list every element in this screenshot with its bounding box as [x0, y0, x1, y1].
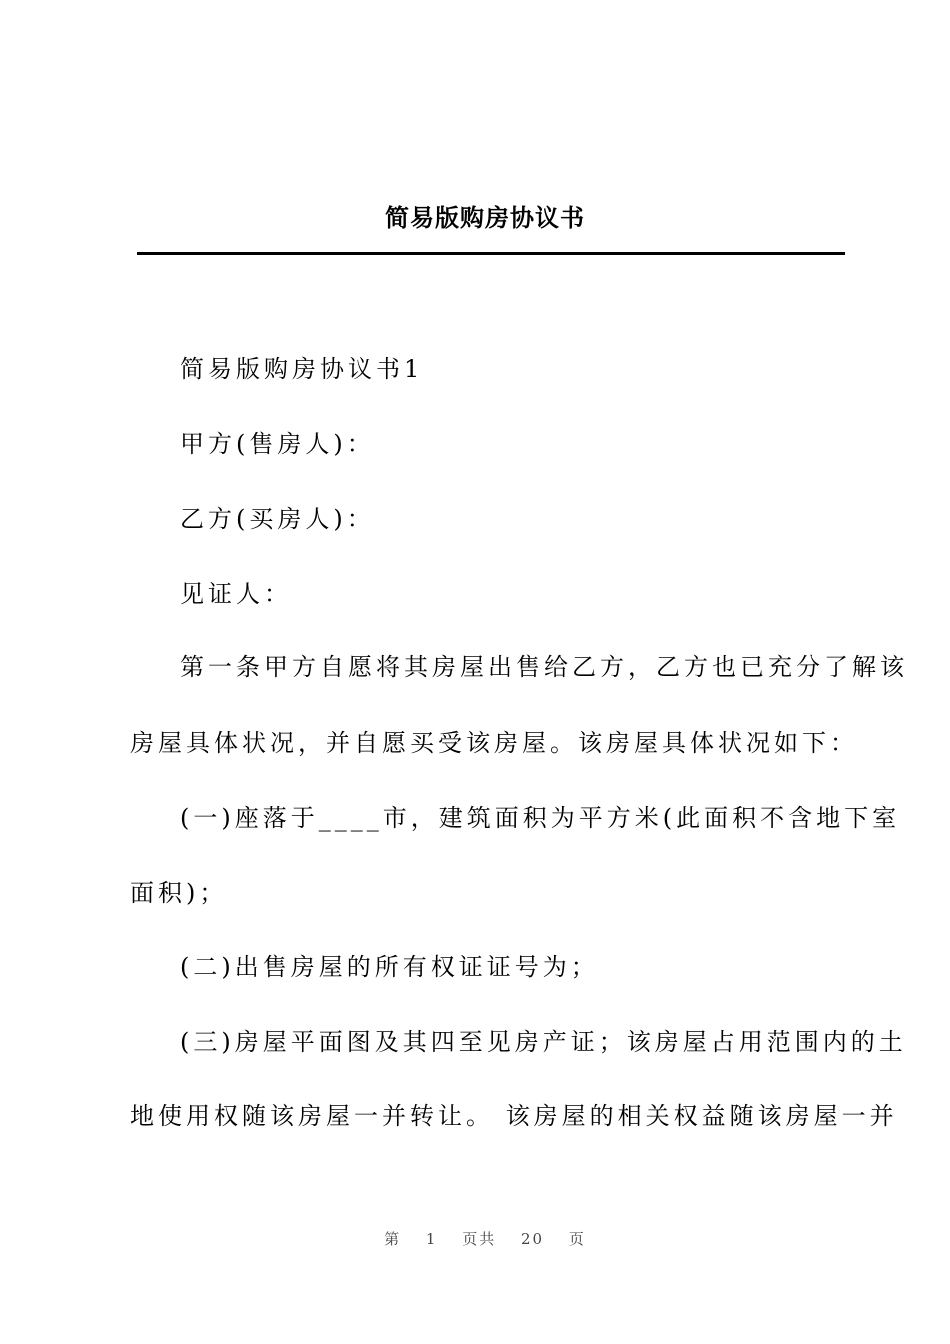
text-line: 见证人：	[180, 580, 292, 608]
footer-middle: 页共	[462, 1230, 497, 1248]
footer-page-number: 1	[425, 1230, 438, 1248]
title-divider	[137, 252, 845, 255]
text-line: (二)出售房屋的所有权证证号为；	[180, 953, 599, 981]
text-line: 房屋具体状况，并自愿买受该房屋。该房屋具体状况如下：	[130, 729, 858, 757]
text-line: 地使用权随该房屋一并转让。 该房屋的相关权益随该房屋一并	[130, 1102, 898, 1130]
text-line: (三)房屋平面图及其四至见房产证；该房屋占用范围内的土	[180, 1028, 907, 1056]
text-line: 简易版购房协议书1	[180, 355, 424, 383]
text-line: (一)座落于____市，建筑面积为平方米(此面积不含地下室	[180, 804, 901, 832]
footer-page-total: 20	[521, 1230, 545, 1248]
footer-suffix: 页	[568, 1230, 586, 1248]
text-line: 甲方(售房人)：	[180, 430, 375, 458]
footer-prefix: 第	[384, 1230, 402, 1248]
text-line: 乙方(买房人)：	[180, 505, 375, 533]
page-footer	[0, 1228, 950, 1249]
text-line: 第一条甲方自愿将其房屋出售给乙方，乙方也已充分了解该	[180, 653, 908, 681]
document-title: 简易版购房协议书	[385, 203, 585, 232]
text-line: 面积)；	[130, 879, 228, 907]
